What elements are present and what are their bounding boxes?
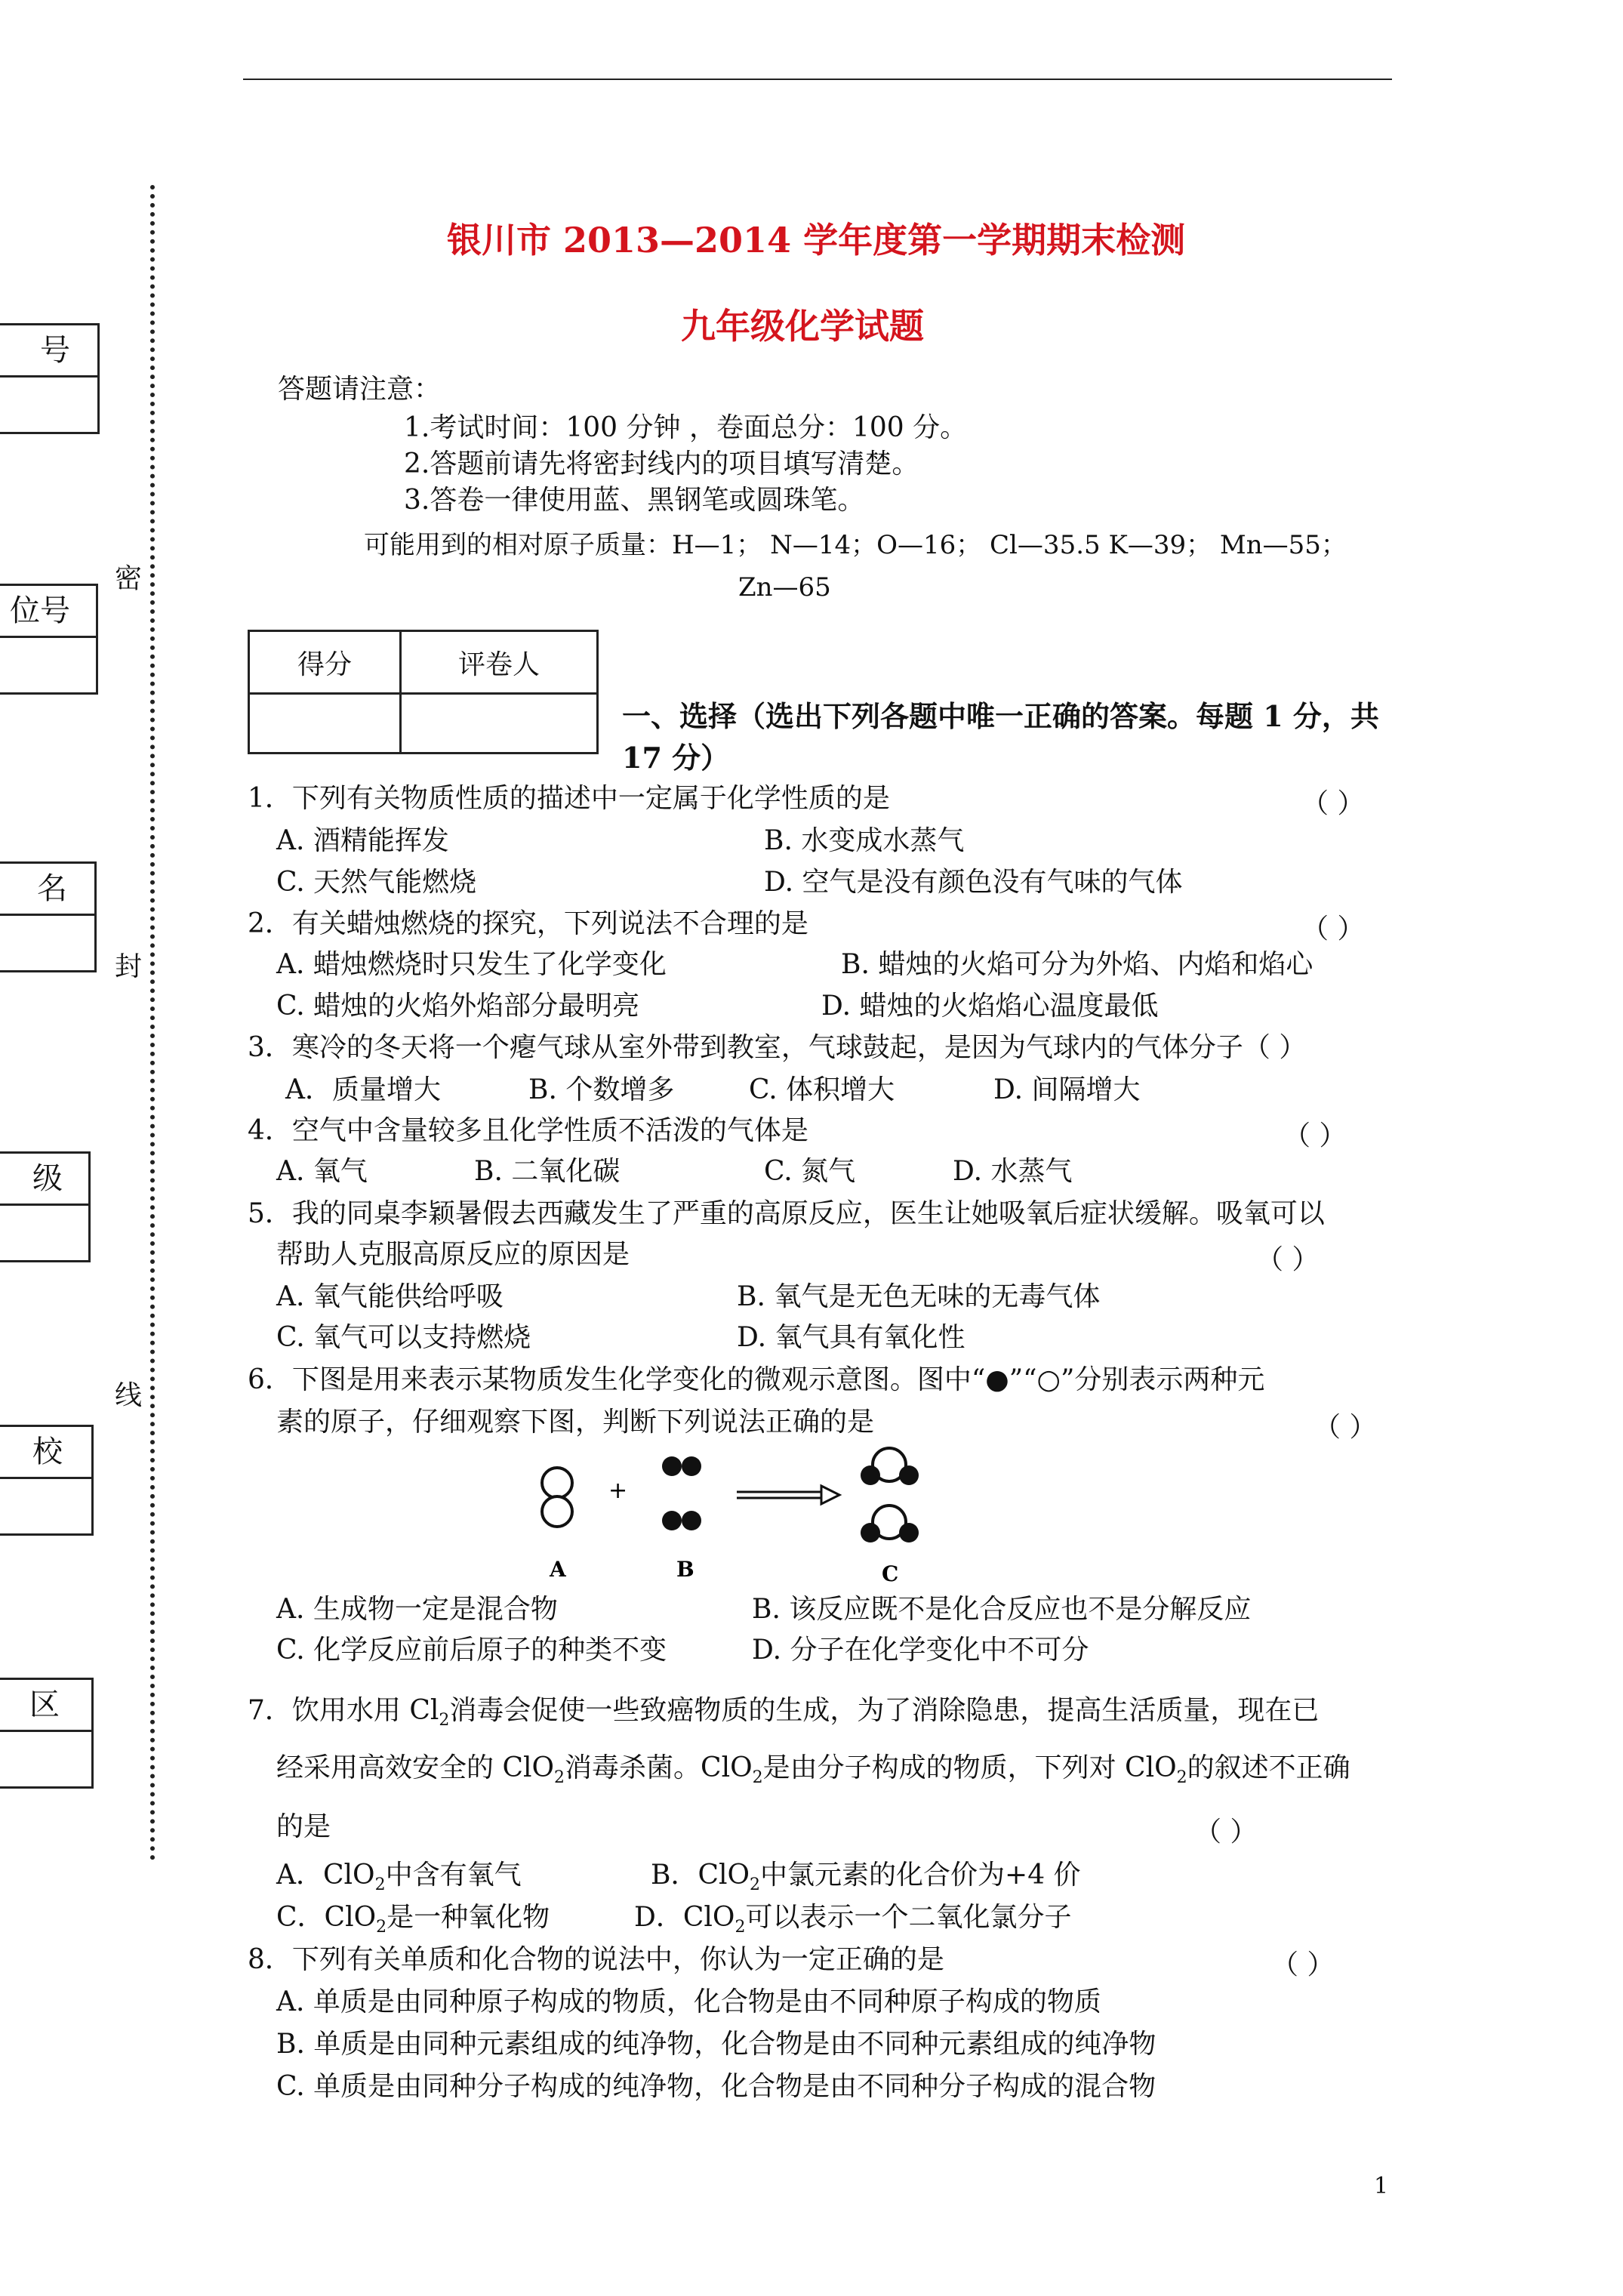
option: A. 生成物一定是混合物 [276,1594,558,1625]
option: B. 蜡烛的火焰可分为外焰、内焰和焰心 [841,949,1313,980]
notice-item: 1.考试时间：100 分钟 ，卷面总分：100 分。 [404,412,968,443]
page-number: 1 [1374,2173,1389,2199]
atomic-masses-cont: Zn—65 [738,572,831,603]
option: B. 氧气是无色无味的无毒气体 [737,1281,1101,1312]
answer-paren[interactable]: （ ） [1301,788,1365,819]
answer-paren[interactable]: （ ） [1256,1244,1320,1275]
option: C. 单质是由同种分子构成的纯净物，化合物是由不同种分子构成的混合物 [276,2071,1156,2102]
question-7-cont2: 的是 [276,1811,331,1842]
seal-dotted-line [150,185,155,1861]
seal-char-feng: 封 [115,951,143,982]
option: B. 该反应既不是化合反应也不是分解反应 [752,1594,1252,1625]
option: B. 二氧化碳 [474,1156,621,1187]
option: A. 氧气 [276,1156,368,1187]
figure-label-c: C [882,1561,899,1586]
option: B. 个数增多 [528,1074,675,1105]
header-rule [243,79,1392,80]
question-2: 2．有关蜡烛燃烧的探究，下列说法不合理的是 [248,908,808,939]
atom-filled [662,1456,682,1476]
option: D. 蜡烛的火焰焰心温度最低 [821,991,1159,1022]
atom-filled [662,1511,682,1530]
answer-paren[interactable]: （ ） [1313,1412,1377,1443]
page-subtitle: 九年级化学试题 [681,306,924,347]
option: D. 间隔增大 [993,1074,1141,1105]
option: A．ClO$_2$中含有氧气 [276,1860,522,1895]
option: A. 酒精能挥发 [276,825,449,856]
option: C. 氮气 [764,1156,856,1187]
question-5-cont: 帮助人克服高原反应的原因是 [276,1239,630,1270]
seal-char-xian: 线 [115,1380,143,1411]
option: A. 单质是由同种原子构成的物质，化合物是由不同种原子构成的物质 [276,1986,1101,2017]
option: D. 空气是没有颜色没有气味的气体 [764,867,1183,898]
notice-item: 3.答卷一律使用蓝、黑钢笔或圆珠笔。 [404,485,865,516]
option: C. 化学反应前后原子的种类不变 [276,1635,667,1666]
option: D. 氧气具有氧化性 [737,1322,965,1353]
side-field-name-blank[interactable] [0,916,94,970]
question-5: 5．我的同桌李颖暑假去西藏发生了严重的高原反应，医生让她吸氧后症状缓解。吸氧可以 [248,1198,1325,1229]
atom-open [542,1468,572,1498]
notice-item: 2.答题前请先将密封线内的项目填写清楚。 [404,448,919,479]
score-table [248,630,599,754]
option: B. 单质是由同种元素组成的纯净物，化合物是由不同种元素组成的纯净物 [276,2029,1156,2060]
option: B. 水变成水蒸气 [764,825,965,856]
side-field-class: 级 [0,1151,91,1262]
option: A. 氧气能供给呼吸 [276,1281,504,1312]
option: A．质量增大 [285,1074,441,1105]
question-8: 8．下列有关单质和化合物的说法中，你认为一定正确的是 [248,1944,944,1975]
page-title: 银川市 2013—2014 学年度第一学期期末检测 [447,220,1186,260]
question-6-cont: 素的原子，仔细观察下图，判断下列说法正确的是 [276,1407,875,1438]
side-field-number-blank[interactable] [0,378,97,432]
option: C．ClO$_2$是一种氧化物 [276,1902,550,1937]
reaction-diagram [521,1435,944,1593]
side-field-seat: 位号 [0,584,98,695]
side-field-class-blank[interactable] [0,1206,88,1260]
atom-open [542,1496,572,1527]
atom-filled [861,1523,880,1542]
side-field-school-blank[interactable] [0,1479,91,1533]
atom-filled [682,1456,701,1476]
question-1: 1．下列有关物质性质的描述中一定属于化学性质的是 [248,783,890,814]
option: B．ClO$_2$中氯元素的化合价为+4 价 [651,1860,1081,1895]
reaction-arrow [737,1486,839,1504]
plus-sign: + [608,1478,628,1504]
answer-paren[interactable]: （ ） [1283,1120,1347,1151]
question-7: 7．饮用水用 $Cl_2$消毒会促使一些致癌物质的生成，为了消除隐患，提高生活质量，现在已 [248,1695,1320,1730]
answer-paren[interactable]: （ ） [1194,1817,1258,1848]
side-field-number: 号 [0,323,100,434]
side-field-seat-blank[interactable] [0,638,96,692]
seal-char-mi: 密 [115,563,143,594]
section-title-cont: 17 分） [622,741,730,775]
option: D. 分子在化学变化中不可分 [752,1635,1089,1666]
option: D．ClO$_2$可以表示一个二氧化氯分子 [634,1902,1072,1937]
question-6: 6．下图是用来表示某物质发生化学变化的微观示意图。图中“●”“○”分别表示两种元 [248,1364,1265,1395]
figure-label-b: B [676,1557,694,1582]
atom-filled [682,1511,701,1530]
side-field-name: 名 [0,861,97,972]
notice-heading: 答题请注意： [278,374,442,405]
option: D. 水蒸气 [953,1156,1073,1187]
option: C. 天然气能燃烧 [276,867,477,898]
question-7-cont: 经采用高效安全的 ClO$_2$消毒杀菌。ClO$_2$是由分子构成的物质，下列对 ClO$_2$的叙述不正确 [276,1752,1350,1788]
atom-filled [899,1465,919,1485]
option: C. 体积增大 [749,1074,895,1105]
score-header: 得分 [249,631,401,694]
grader-header: 评卷人 [401,631,598,694]
atom-filled [899,1523,919,1542]
question-3: 3．寒冷的冬天将一个瘪气球从室外带到教室，气球鼓起，是因为气球内的气体分子（ ） [248,1032,1307,1063]
answer-paren[interactable]: （ ） [1271,1949,1335,1980]
section-title: 一、选择（选出下列各题中唯一正确的答案。每题 1 分，共 [622,699,1379,733]
side-field-district: 区 [0,1678,94,1789]
option: C. 氧气可以支持燃烧 [276,1322,531,1353]
option: A. 蜡烛燃烧时只发生了化学变化 [276,949,667,980]
question-4: 4．空气中含量较多且化学性质不活泼的气体是 [248,1115,808,1146]
atom-filled [861,1465,880,1485]
grader-cell[interactable] [401,694,598,754]
figure-label-a: A [550,1557,566,1582]
answer-paren[interactable]: （ ） [1301,914,1365,945]
side-field-district-blank[interactable] [0,1732,91,1786]
atomic-masses: 可能用到的相对原子质量：H—1； N—14；O—16； Cl—35.5 K—39； Mn—55； [364,530,1347,560]
score-cell[interactable] [249,694,401,754]
side-field-school: 校 [0,1425,94,1536]
option: C. 蜡烛的火焰外焰部分最明亮 [276,991,640,1022]
